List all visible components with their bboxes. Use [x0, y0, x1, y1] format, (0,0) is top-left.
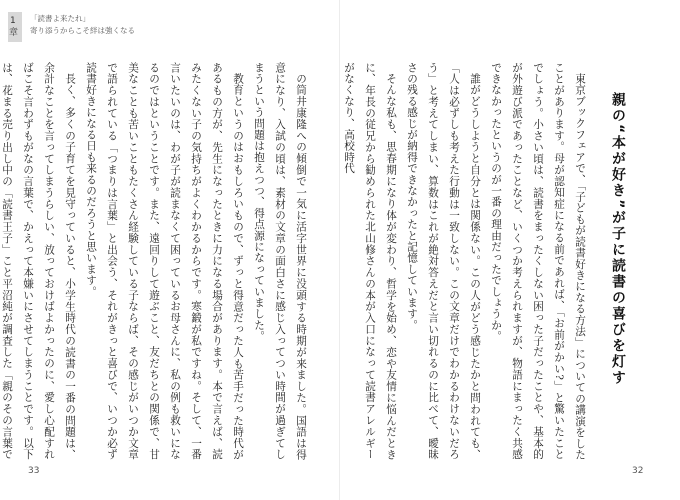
paragraph: 誰がどうしようと自分とは関係ない。この人がどう感じたかと問われても、「人は必ずしも考えた行動は一致しない。この文章だけでわかるわけないだろう」と考えてしまい、算数はこれが絶対答えだと言い切れるのに比べて、曖昧さの残る感じが納得できなかったと記憶しています。 [406, 62, 481, 460]
paragraph: 長く、多くの子育てを見守っていると、小学生時代の読書の一番の問題は、余計なことを言ってしまうらしい、放っておけばよかったのに、愛し心配すればこそ言わずもがなの言葉で、かえって本嫌いにさせてしまうことです。以下は、花まる売り出し中の「読書王子」こと平沼純が調査した「親のその言葉で [1, 62, 76, 460]
section-heading: 親の“本が好き”が子に読書の喜びを灯す [610, 92, 626, 387]
right-page-body [343, 62, 590, 460]
running-head-title: 「読書よ来たれ」 [30, 14, 90, 23]
chapter-label: 章 [9, 28, 19, 38]
left-page-body [1, 62, 311, 460]
paragraph: そんな私も、思春期になり体が変わり、哲学を始め、恋や友情に悩んだときに、年長の従兄から勧められた北山修さんの本が入口になって読書アレルギーがなくなり、高校時代 [343, 62, 397, 460]
running-head-subtitle: 寄り添うからこそ絆は強くなる [30, 26, 135, 35]
paragraph: 東京ブックフェアで、「子どもが読書好きになる方法」についての講演をしたことがあります。母が認知症になる前であれば、「お前がかい?」と驚いたことでしょう。小さい頃は、読書をまったくしない困った子だったことや、基本的が外遊び派であったことなど、いくつか考えられますが、物語にまったく共感できなかったというのが一番の理由だったでしょうか。 [490, 62, 586, 460]
chapter-number: 1 [10, 16, 16, 26]
running-head [30, 13, 230, 37]
paragraph: の筒井康隆への傾倒で一気に活字世界に没頭する時期が来ました。国語は得意になり、入試の頃は、素材の文章の面白さに感じ入ってつい時間が過ぎてしまうという問題は抱えつつ、得点源になっていました。 [253, 62, 307, 460]
paragraph: 教育というのはおもしろいもので、ずっと得意だった人も苦手だった時代があるもの方が、先生になったときに力になる場合があります。本で言えば、読みたくない子の気持ちがよくわかるからです。寒鍛が私ですね。そして、一番言いたいのは、わが子が読まなくて困っているお母さんに、私の例も救いになるのではということです。また、遠回りして遊ぶこと、友だちとの関係で、甘美なことも苦いこともたくさん経験している子ならば、その感じがいつか文章で語られている「つまりは言葉」と出会う、それがきっと喜びで、いつか必ず読書好きになる日も来るのだろうと思います。 [85, 62, 244, 460]
page-number-left: 33 [28, 466, 40, 476]
page-number-right: 32 [632, 466, 644, 476]
